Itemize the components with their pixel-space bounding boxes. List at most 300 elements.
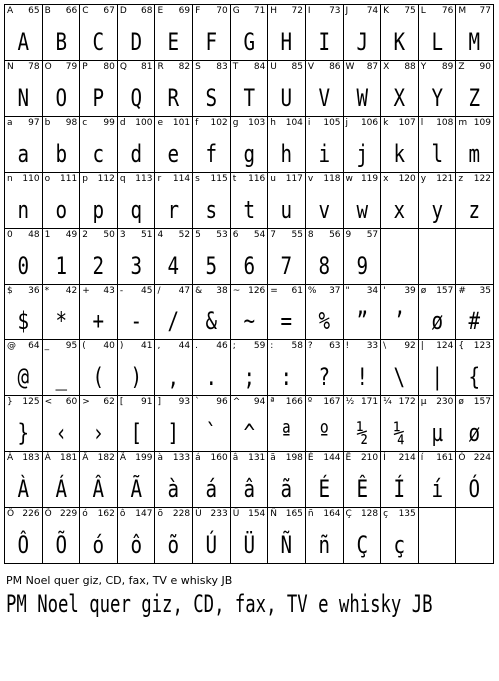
key-char: # bbox=[458, 285, 466, 296]
glyph: 2 bbox=[92, 251, 105, 280]
character-cell bbox=[5, 396, 43, 452]
key-char: G bbox=[232, 6, 240, 16]
character-cell bbox=[80, 61, 118, 117]
glyph: Z bbox=[468, 83, 481, 112]
key-char: p bbox=[82, 173, 88, 184]
glyph: ) bbox=[130, 363, 142, 392]
character-cell bbox=[306, 61, 344, 117]
char-code: 67 bbox=[103, 6, 115, 16]
char-code: 123 bbox=[473, 341, 491, 352]
character-code-label bbox=[383, 6, 416, 17]
char-code: 214 bbox=[398, 453, 416, 464]
glyph: 0 bbox=[17, 251, 30, 280]
glyph: A bbox=[17, 27, 30, 56]
char-code: 198 bbox=[285, 453, 303, 464]
character-cell bbox=[381, 117, 419, 173]
character-cell bbox=[456, 396, 494, 452]
character-cell bbox=[344, 340, 382, 396]
glyph: ` bbox=[205, 419, 218, 448]
character-cell bbox=[381, 173, 419, 229]
character-cell bbox=[344, 396, 382, 452]
character-code-label bbox=[45, 286, 78, 297]
character-code-label bbox=[7, 453, 40, 464]
glyph: Í bbox=[393, 475, 406, 504]
character-cell bbox=[5, 5, 43, 61]
glyph: ç bbox=[393, 531, 406, 559]
key-char: } bbox=[7, 397, 13, 408]
character-cell bbox=[381, 396, 419, 452]
key-char: i bbox=[307, 117, 311, 128]
character-code-label bbox=[308, 286, 341, 297]
char-code: 82 bbox=[178, 61, 191, 72]
character-cell bbox=[231, 61, 269, 117]
char-code: 83 bbox=[216, 61, 228, 72]
key-char: N bbox=[7, 61, 14, 72]
character-cell bbox=[268, 173, 306, 229]
glyph: x bbox=[393, 195, 406, 224]
character-cell bbox=[419, 396, 457, 452]
character-code-label bbox=[270, 453, 303, 464]
key-char: W bbox=[345, 61, 355, 72]
character-code-label bbox=[233, 397, 266, 408]
key-char: F bbox=[195, 6, 201, 16]
char-code: 96 bbox=[216, 397, 228, 408]
char-code: 81 bbox=[141, 61, 153, 72]
character-code-label bbox=[157, 397, 190, 408]
char-code: 93 bbox=[178, 397, 191, 408]
character-cell bbox=[344, 61, 382, 117]
key-char: { bbox=[458, 341, 465, 352]
char-code: 76 bbox=[441, 6, 454, 16]
key-char: ~ bbox=[232, 285, 241, 296]
character-code-label bbox=[383, 453, 416, 464]
key-char: ) bbox=[119, 341, 124, 352]
key-char: º bbox=[307, 397, 313, 408]
character-cell bbox=[268, 229, 306, 285]
character-code-label bbox=[45, 341, 78, 352]
character-cell bbox=[80, 173, 118, 229]
char-code: 63 bbox=[329, 341, 341, 352]
glyph: â bbox=[243, 475, 255, 504]
key-char: : bbox=[270, 341, 274, 352]
key-char: - bbox=[119, 285, 124, 296]
character-code-label bbox=[383, 62, 416, 73]
char-code: 69 bbox=[178, 6, 191, 16]
character-code-label bbox=[233, 453, 266, 464]
key-char: z bbox=[458, 173, 464, 184]
char-code: 121 bbox=[436, 173, 454, 184]
character-cell bbox=[80, 285, 118, 341]
character-code-label bbox=[346, 397, 379, 408]
character-cell bbox=[155, 61, 193, 117]
character-cell bbox=[419, 340, 457, 396]
character-cell bbox=[80, 117, 118, 173]
character-code-label bbox=[421, 286, 454, 297]
key-char: f bbox=[195, 117, 199, 128]
character-code-label bbox=[82, 230, 115, 241]
character-code-label bbox=[82, 6, 115, 17]
glyph: Q bbox=[130, 83, 142, 112]
character-code-label bbox=[195, 174, 228, 185]
character-code-label bbox=[7, 118, 40, 129]
key-char: V bbox=[307, 61, 315, 72]
glyph: _ bbox=[55, 363, 67, 392]
char-code: 43 bbox=[103, 285, 115, 296]
key-char: _ bbox=[44, 341, 50, 352]
character-code-label bbox=[270, 62, 303, 73]
character-code-label bbox=[195, 341, 228, 352]
character-code-label bbox=[233, 118, 266, 129]
glyph: G bbox=[243, 27, 255, 56]
key-char: $ bbox=[7, 285, 13, 296]
glyph: r bbox=[167, 195, 180, 224]
character-code-label bbox=[195, 118, 228, 129]
char-code: 45 bbox=[141, 285, 153, 296]
character-code-label bbox=[233, 6, 266, 17]
character-code-label bbox=[270, 397, 303, 408]
glyph: J bbox=[356, 27, 368, 56]
glyph: z bbox=[468, 195, 481, 224]
key-char: q bbox=[119, 173, 126, 184]
glyph: t bbox=[243, 195, 255, 224]
empty-cell bbox=[381, 229, 419, 285]
character-cell bbox=[344, 452, 382, 508]
character-cell bbox=[5, 340, 43, 396]
key-char: & bbox=[195, 285, 203, 296]
character-code-label bbox=[458, 174, 491, 185]
glyph: À bbox=[17, 475, 30, 504]
key-char: v bbox=[307, 173, 314, 184]
glyph: Ñ bbox=[280, 531, 293, 559]
glyph: ( bbox=[92, 363, 105, 392]
character-cell bbox=[381, 340, 419, 396]
character-cell bbox=[456, 5, 494, 61]
key-char: ñ bbox=[307, 509, 314, 520]
glyph: q bbox=[130, 195, 142, 224]
glyph: à bbox=[167, 475, 180, 504]
key-char: 4 bbox=[157, 229, 164, 240]
key-char: ! bbox=[345, 341, 350, 352]
character-code-label bbox=[195, 397, 228, 408]
character-cell bbox=[118, 229, 156, 285]
glyph: / bbox=[167, 307, 180, 336]
key-char: > bbox=[82, 397, 90, 408]
char-code: 90 bbox=[479, 61, 491, 72]
character-cell bbox=[419, 173, 457, 229]
glyph: n bbox=[17, 195, 30, 224]
char-code: 47 bbox=[178, 285, 191, 296]
character-cell bbox=[193, 508, 231, 564]
key-char: " bbox=[345, 285, 350, 296]
character-code-label bbox=[45, 453, 78, 464]
character-code-label bbox=[346, 6, 379, 17]
glyph: ¼ bbox=[393, 419, 406, 448]
glyph: e bbox=[167, 139, 180, 168]
character-code-label bbox=[421, 62, 454, 73]
key-char: Í bbox=[383, 453, 386, 464]
character-cell bbox=[155, 5, 193, 61]
char-code: 103 bbox=[248, 117, 266, 128]
char-code: 86 bbox=[329, 61, 341, 72]
character-code-label bbox=[157, 6, 190, 17]
character-cell bbox=[419, 285, 457, 341]
glyph: ‹ bbox=[55, 419, 67, 448]
key-char: M bbox=[458, 6, 467, 16]
glyph: W bbox=[356, 83, 368, 112]
key-char: ; bbox=[232, 341, 236, 352]
character-code-label bbox=[346, 453, 379, 464]
glyph: $ bbox=[17, 307, 30, 336]
char-code: 52 bbox=[178, 229, 191, 240]
character-cell bbox=[43, 61, 81, 117]
char-code: 91 bbox=[141, 397, 153, 408]
glyph: Á bbox=[55, 475, 67, 504]
char-code: 49 bbox=[65, 229, 78, 240]
character-code-label bbox=[270, 509, 303, 520]
char-code: 124 bbox=[436, 341, 454, 352]
character-cell bbox=[268, 452, 306, 508]
glyph: m bbox=[468, 139, 481, 168]
key-char: ] bbox=[157, 397, 161, 408]
glyph: F bbox=[205, 27, 218, 56]
character-code-label bbox=[120, 397, 153, 408]
character-code-label bbox=[308, 230, 341, 241]
char-code: 61 bbox=[291, 285, 303, 296]
key-char: Ã bbox=[119, 453, 127, 464]
glyph: á bbox=[205, 475, 218, 504]
character-cell bbox=[419, 61, 457, 117]
char-code: 229 bbox=[60, 509, 78, 520]
character-cell bbox=[118, 173, 156, 229]
character-cell bbox=[155, 508, 193, 564]
character-code-label bbox=[270, 174, 303, 185]
glyph: . bbox=[205, 363, 218, 392]
glyph: f bbox=[205, 139, 218, 168]
key-char: Ô bbox=[7, 509, 15, 520]
glyph: O bbox=[55, 83, 67, 112]
glyph: u bbox=[280, 195, 293, 224]
key-char: n bbox=[7, 173, 13, 184]
char-code: 72 bbox=[291, 6, 303, 16]
key-char: H bbox=[270, 6, 278, 16]
glyph: } bbox=[17, 419, 30, 448]
char-code: 171 bbox=[360, 397, 379, 408]
character-cell bbox=[43, 229, 81, 285]
char-code: 164 bbox=[323, 509, 341, 520]
key-char: c bbox=[82, 117, 88, 128]
character-cell bbox=[43, 173, 81, 229]
char-code: 50 bbox=[103, 229, 115, 240]
char-code: 80 bbox=[103, 61, 115, 72]
character-code-label bbox=[120, 62, 153, 73]
key-char: < bbox=[44, 397, 53, 408]
key-char: ? bbox=[307, 341, 313, 352]
key-char: E bbox=[157, 6, 164, 16]
key-char: 8 bbox=[307, 229, 314, 240]
key-char: K bbox=[383, 6, 390, 16]
glyph: h bbox=[280, 139, 293, 168]
key-char: % bbox=[307, 285, 317, 296]
character-cell bbox=[306, 452, 344, 508]
key-char: P bbox=[82, 61, 88, 72]
glyph: # bbox=[468, 307, 481, 336]
char-code: 74 bbox=[366, 6, 379, 16]
char-code: 56 bbox=[329, 229, 341, 240]
char-code: 41 bbox=[141, 341, 153, 352]
character-code-label bbox=[82, 118, 115, 129]
character-code-label bbox=[308, 174, 341, 185]
character-cell bbox=[268, 5, 306, 61]
glyph: Ô bbox=[17, 531, 30, 559]
glyph: 3 bbox=[130, 251, 142, 280]
glyph: % bbox=[318, 307, 331, 336]
character-code-label bbox=[120, 6, 153, 17]
character-code-label bbox=[120, 174, 153, 185]
char-code: 157 bbox=[473, 397, 491, 408]
character-cell bbox=[456, 340, 494, 396]
character-code-label bbox=[383, 118, 416, 129]
glyph: & bbox=[205, 307, 218, 336]
character-code-label bbox=[82, 62, 115, 73]
character-code-label bbox=[120, 118, 153, 129]
character-cell bbox=[155, 396, 193, 452]
key-char: S bbox=[195, 61, 201, 72]
glyph: s bbox=[205, 195, 218, 224]
key-char: 2 bbox=[82, 229, 88, 240]
glyph: g bbox=[243, 139, 255, 168]
character-code-label bbox=[233, 230, 266, 241]
key-char: * bbox=[44, 285, 50, 296]
character-cell bbox=[231, 229, 269, 285]
character-cell bbox=[456, 452, 494, 508]
key-char: = bbox=[270, 285, 278, 296]
character-cell bbox=[231, 508, 269, 564]
character-cell bbox=[419, 452, 457, 508]
character-code-label bbox=[421, 397, 454, 408]
char-code: 34 bbox=[366, 285, 379, 296]
char-code: 133 bbox=[172, 453, 191, 464]
character-code-label bbox=[82, 286, 115, 297]
character-cell bbox=[306, 117, 344, 173]
character-code-label bbox=[383, 286, 416, 297]
key-char: õ bbox=[157, 509, 163, 520]
character-code-label bbox=[270, 341, 303, 352]
key-char: É bbox=[307, 453, 314, 464]
character-code-label bbox=[346, 118, 379, 129]
character-cell bbox=[118, 396, 156, 452]
character-cell bbox=[268, 396, 306, 452]
key-char: Ó bbox=[458, 453, 466, 464]
glyph: ø bbox=[431, 307, 443, 336]
key-char: y bbox=[420, 173, 427, 184]
character-cell bbox=[193, 173, 231, 229]
char-code: 38 bbox=[216, 285, 228, 296]
key-char: Ú bbox=[195, 509, 202, 520]
glyph: X bbox=[393, 83, 406, 112]
glyph: 9 bbox=[356, 251, 368, 280]
key-char: Ç bbox=[345, 509, 352, 520]
character-code-label bbox=[458, 286, 491, 297]
char-code: 60 bbox=[65, 397, 78, 408]
glyph: µ bbox=[431, 419, 443, 448]
char-code: 183 bbox=[22, 453, 40, 464]
char-code: 97 bbox=[28, 117, 40, 128]
character-code-label bbox=[195, 62, 228, 73]
key-char: j bbox=[345, 117, 349, 128]
glyph: Ã bbox=[130, 475, 142, 504]
glyph: M bbox=[468, 27, 481, 56]
character-cell bbox=[344, 285, 382, 341]
char-code: 162 bbox=[97, 509, 115, 520]
character-code-label bbox=[233, 509, 266, 520]
char-code: 85 bbox=[291, 61, 303, 72]
char-code: 228 bbox=[172, 509, 191, 520]
key-char: 9 bbox=[345, 229, 352, 240]
character-code-label bbox=[195, 230, 228, 241]
character-cell bbox=[268, 117, 306, 173]
glyph: { bbox=[468, 363, 481, 392]
key-char: u bbox=[270, 173, 277, 184]
key-char: O bbox=[44, 61, 52, 72]
glyph: › bbox=[92, 419, 105, 448]
glyph: ~ bbox=[243, 307, 255, 336]
character-code-label bbox=[233, 174, 266, 185]
char-code: 126 bbox=[248, 285, 266, 296]
character-cell bbox=[456, 173, 494, 229]
char-code: 35 bbox=[479, 285, 491, 296]
key-char: ¼ bbox=[383, 397, 392, 408]
glyph: Õ bbox=[55, 531, 67, 559]
char-code: 70 bbox=[216, 6, 228, 16]
char-code: 210 bbox=[360, 453, 379, 464]
character-code-label bbox=[82, 397, 115, 408]
character-code-label bbox=[120, 341, 153, 352]
character-cell bbox=[155, 173, 193, 229]
character-code-label bbox=[421, 174, 454, 185]
character-code-label bbox=[346, 509, 379, 520]
char-code: 131 bbox=[248, 453, 266, 464]
glyph: k bbox=[393, 139, 406, 168]
character-cell bbox=[5, 61, 43, 117]
glyph: v bbox=[318, 195, 331, 224]
character-cell bbox=[118, 285, 156, 341]
glyph: a bbox=[17, 139, 30, 168]
character-cell bbox=[43, 285, 81, 341]
char-code: 98 bbox=[65, 117, 78, 128]
character-code-label bbox=[308, 62, 341, 73]
key-char: J bbox=[345, 6, 349, 16]
character-cell bbox=[155, 452, 193, 508]
char-code: 36 bbox=[28, 285, 40, 296]
char-code: 111 bbox=[60, 173, 78, 184]
character-code-label bbox=[195, 453, 228, 464]
character-cell bbox=[80, 340, 118, 396]
sample-text-large: PM Noel quer giz, CD, fax, TV e whisky JB bbox=[6, 590, 433, 618]
char-code: 78 bbox=[28, 61, 40, 72]
character-code-label bbox=[383, 341, 416, 352]
character-code-label bbox=[82, 509, 115, 520]
glyph: ’ bbox=[393, 307, 406, 336]
char-code: 226 bbox=[22, 509, 40, 520]
char-code: 199 bbox=[135, 453, 153, 464]
key-char: | bbox=[420, 341, 424, 352]
char-code: 144 bbox=[323, 453, 341, 464]
char-code: 66 bbox=[65, 6, 78, 16]
character-code-label bbox=[157, 174, 190, 185]
character-cell bbox=[306, 173, 344, 229]
key-char: [ bbox=[119, 397, 124, 408]
character-cell bbox=[193, 396, 231, 452]
